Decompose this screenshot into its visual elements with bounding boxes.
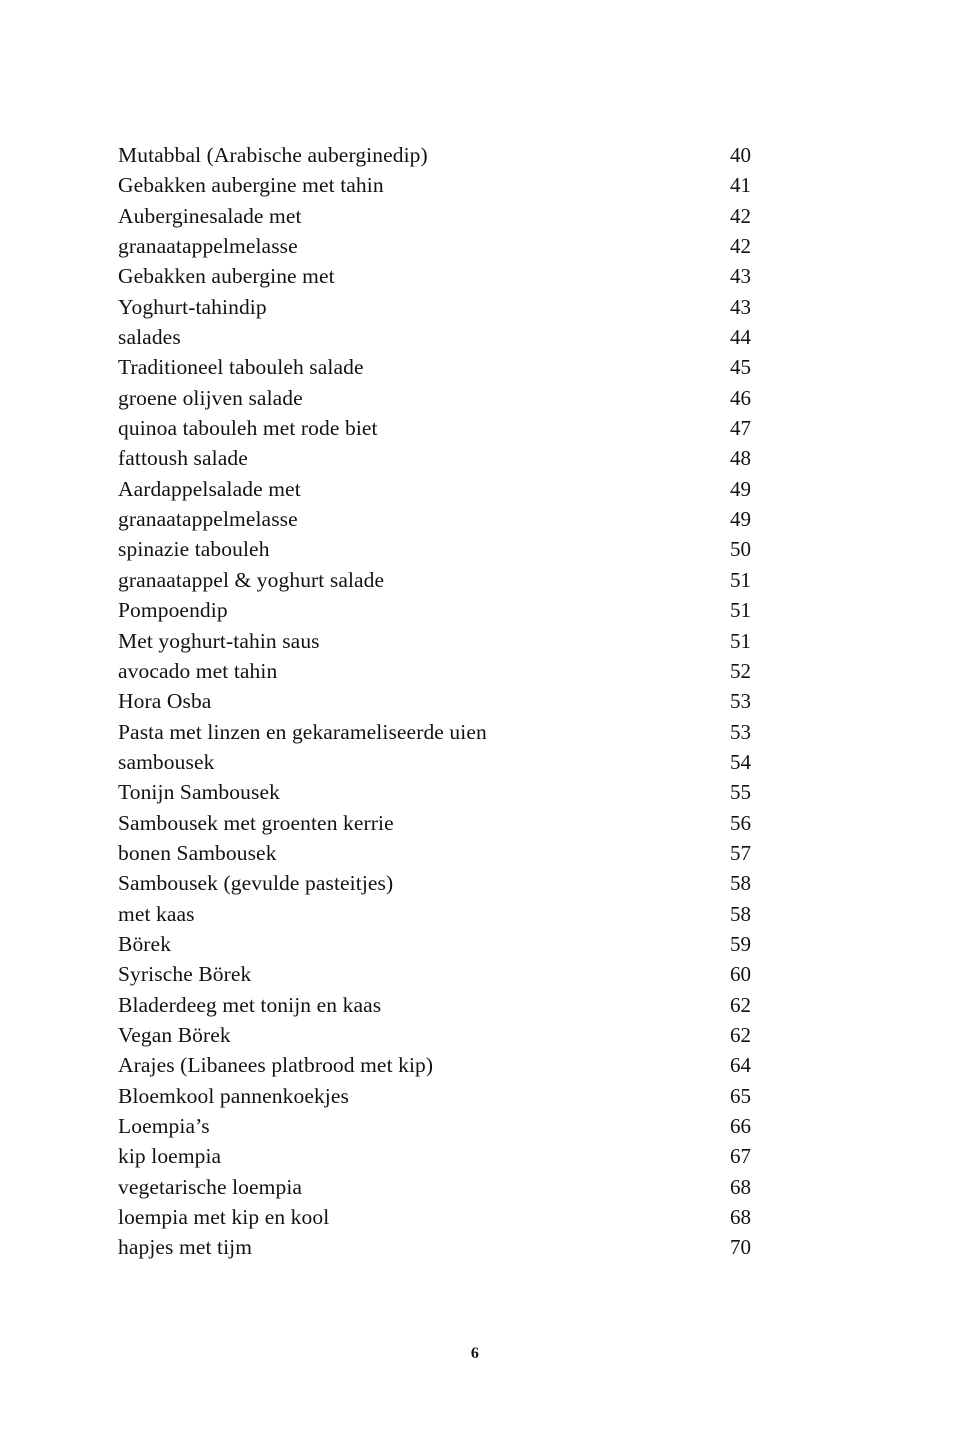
table-of-contents — [118, 140, 838, 1263]
toc-entry-page-number: 53 — [730, 689, 751, 714]
toc-entry[interactable] — [118, 1111, 838, 1141]
toc-entry[interactable] — [118, 413, 838, 443]
toc-entry-page-number: 45 — [730, 355, 751, 380]
toc-entry-page-number: 42 — [730, 234, 751, 259]
toc-entry[interactable] — [118, 140, 838, 170]
toc-entry-page-number: 62 — [730, 992, 751, 1017]
toc-entry-title: Gebakken aubergine met — [118, 264, 335, 289]
toc-entry-title: Gebakken aubergine met tahin — [118, 173, 384, 198]
toc-entry-title: Loempia’s — [118, 1114, 210, 1138]
toc-entry-title: Aardappelsalade met — [118, 476, 301, 501]
page-folio-number: 6 — [470, 1345, 480, 1362]
toc-entry-page-number: 51 — [730, 567, 751, 592]
toc-entry[interactable] — [118, 1172, 838, 1202]
toc-entry-page-number: 46 — [730, 385, 751, 410]
toc-entry-title: Sambousek met groenten kerrie — [118, 810, 394, 835]
toc-entry-title: groene olijven salade — [118, 385, 303, 410]
toc-entry-page-number: 40 — [730, 143, 751, 167]
toc-entry-title: loempia met kip en kool — [118, 1205, 330, 1230]
toc-entry-title: sambousek — [118, 749, 215, 774]
toc-entry-title: Pasta met linzen en gekarameliseerde uien — [118, 719, 487, 744]
toc-entry-page-number: 60 — [730, 962, 751, 987]
toc-entry-title: Sambousek (gevulde pasteitjes) — [118, 871, 394, 896]
toc-entry-title: bonen Sambousek — [118, 840, 277, 865]
toc-entry[interactable] — [118, 959, 838, 989]
toc-entry[interactable] — [118, 1020, 838, 1050]
toc-entry[interactable] — [118, 292, 838, 322]
toc-entry-title: Bloemkool pannenkoekjes — [118, 1083, 349, 1108]
toc-entry-title: Auberginesalade met — [118, 203, 302, 228]
toc-entry-page-number: 43 — [730, 264, 751, 289]
toc-entry[interactable] — [118, 504, 838, 534]
toc-entry-page-number: 70 — [730, 1235, 751, 1260]
toc-entry-title: Syrische Börek — [118, 962, 252, 987]
toc-entry-page-number: 49 — [730, 507, 751, 532]
toc-entry-title: avocado met tahin — [118, 658, 278, 683]
toc-entry[interactable] — [118, 747, 838, 777]
toc-entry-title: Yoghurt-tahindip — [118, 294, 267, 319]
toc-entry[interactable] — [118, 717, 838, 747]
toc-entry[interactable] — [118, 565, 838, 595]
toc-entry[interactable] — [118, 474, 838, 504]
toc-entry[interactable] — [118, 1141, 838, 1171]
toc-entry-title: Börek — [118, 931, 172, 956]
toc-entry[interactable] — [118, 1050, 838, 1080]
toc-entry[interactable] — [118, 1202, 838, 1232]
toc-entry-page-number: 51 — [730, 628, 751, 653]
toc-entry-title: Traditioneel tabouleh salade — [118, 355, 364, 380]
toc-entry[interactable] — [118, 838, 838, 868]
toc-entry-page-number: 50 — [730, 537, 751, 562]
toc-entry-title: spinazie tabouleh — [118, 537, 270, 562]
toc-entry[interactable] — [118, 383, 838, 413]
toc-entry[interactable] — [118, 929, 838, 959]
toc-entry[interactable] — [118, 686, 838, 716]
toc-entry[interactable] — [118, 777, 838, 807]
toc-entry-title: fattoush salade — [118, 446, 248, 471]
toc-entry[interactable] — [118, 656, 838, 686]
toc-entry-page-number: 66 — [730, 1114, 751, 1138]
toc-entry-page-number: 49 — [730, 476, 751, 501]
toc-entry-title: Mutabbal (Arabische auberginedip) — [118, 143, 428, 167]
toc-entry-page-number: 57 — [730, 840, 751, 865]
toc-entry[interactable] — [118, 626, 838, 656]
toc-entry-page-number: 68 — [730, 1174, 751, 1199]
toc-entry-page-number: 55 — [730, 780, 751, 805]
toc-entry-page-number: 58 — [730, 901, 751, 926]
toc-entry[interactable] — [118, 170, 838, 200]
page-folio — [0, 1345, 962, 1363]
toc-entry-title: granaatappel & yoghurt salade — [118, 567, 385, 592]
toc-entry-page-number: 59 — [730, 931, 751, 956]
toc-entry[interactable] — [118, 443, 838, 473]
toc-entry-page-number: 58 — [730, 871, 751, 896]
toc-entry[interactable] — [118, 201, 838, 231]
toc-entry-title: Hora Osba — [118, 689, 212, 714]
toc-entry-page-number: 47 — [730, 416, 751, 441]
toc-entry-page-number: 42 — [730, 203, 751, 228]
toc-entry-page-number: 53 — [730, 719, 751, 744]
toc-entry-page-number: 44 — [730, 325, 751, 350]
toc-entry[interactable] — [118, 808, 838, 838]
toc-entry-title: Arajes (Libanees platbrood met kip) — [118, 1053, 434, 1078]
toc-entry-page-number: 43 — [730, 294, 751, 319]
toc-entry-title: Met yoghurt-tahin saus — [118, 628, 320, 653]
toc-entry-title: Bladerdeeg met tonijn en kaas — [118, 992, 382, 1017]
toc-entry-title: kip loempia — [118, 1144, 222, 1169]
toc-entry[interactable] — [118, 990, 838, 1020]
toc-entry-page-number: 54 — [730, 749, 751, 774]
toc-entry[interactable] — [118, 1232, 838, 1262]
toc-entry-page-number: 62 — [730, 1022, 751, 1047]
toc-entry-page-number: 65 — [730, 1083, 751, 1108]
toc-entry[interactable] — [118, 322, 838, 352]
toc-entry-title: Vegan Börek — [118, 1022, 231, 1047]
toc-entry[interactable] — [118, 868, 838, 898]
toc-entry-title: salades — [118, 325, 181, 350]
toc-entry-title: hapjes met tijm — [118, 1235, 253, 1260]
toc-entry-title: granaatappelmelasse — [118, 507, 298, 532]
toc-entry-title: granaatappelmelasse — [118, 234, 298, 259]
toc-entry-page-number: 52 — [730, 658, 751, 683]
toc-entry[interactable] — [118, 534, 838, 564]
toc-entry-page-number: 56 — [730, 810, 751, 835]
toc-entry[interactable] — [118, 1081, 838, 1111]
toc-entry-page-number: 67 — [730, 1144, 751, 1169]
toc-entry[interactable] — [118, 352, 838, 382]
toc-entry[interactable] — [118, 595, 838, 625]
toc-entry-page-number: 68 — [730, 1205, 751, 1230]
toc-entry-title: quinoa tabouleh met rode biet — [118, 416, 378, 441]
toc-entry-page-number: 64 — [730, 1053, 751, 1078]
toc-entry-page-number: 41 — [730, 173, 751, 198]
toc-entry[interactable] — [118, 899, 838, 929]
toc-entry-page-number: 51 — [730, 598, 751, 623]
toc-entry-title: met kaas — [118, 901, 195, 926]
toc-entry-title: Tonijn Sambousek — [118, 780, 280, 805]
toc-entry-title: Pompoendip — [118, 598, 228, 623]
toc-entry[interactable] — [118, 231, 838, 261]
toc-entry-page-number: 48 — [730, 446, 751, 471]
toc-entry[interactable] — [118, 261, 838, 291]
toc-entry-title: vegetarische loempia — [118, 1174, 303, 1199]
